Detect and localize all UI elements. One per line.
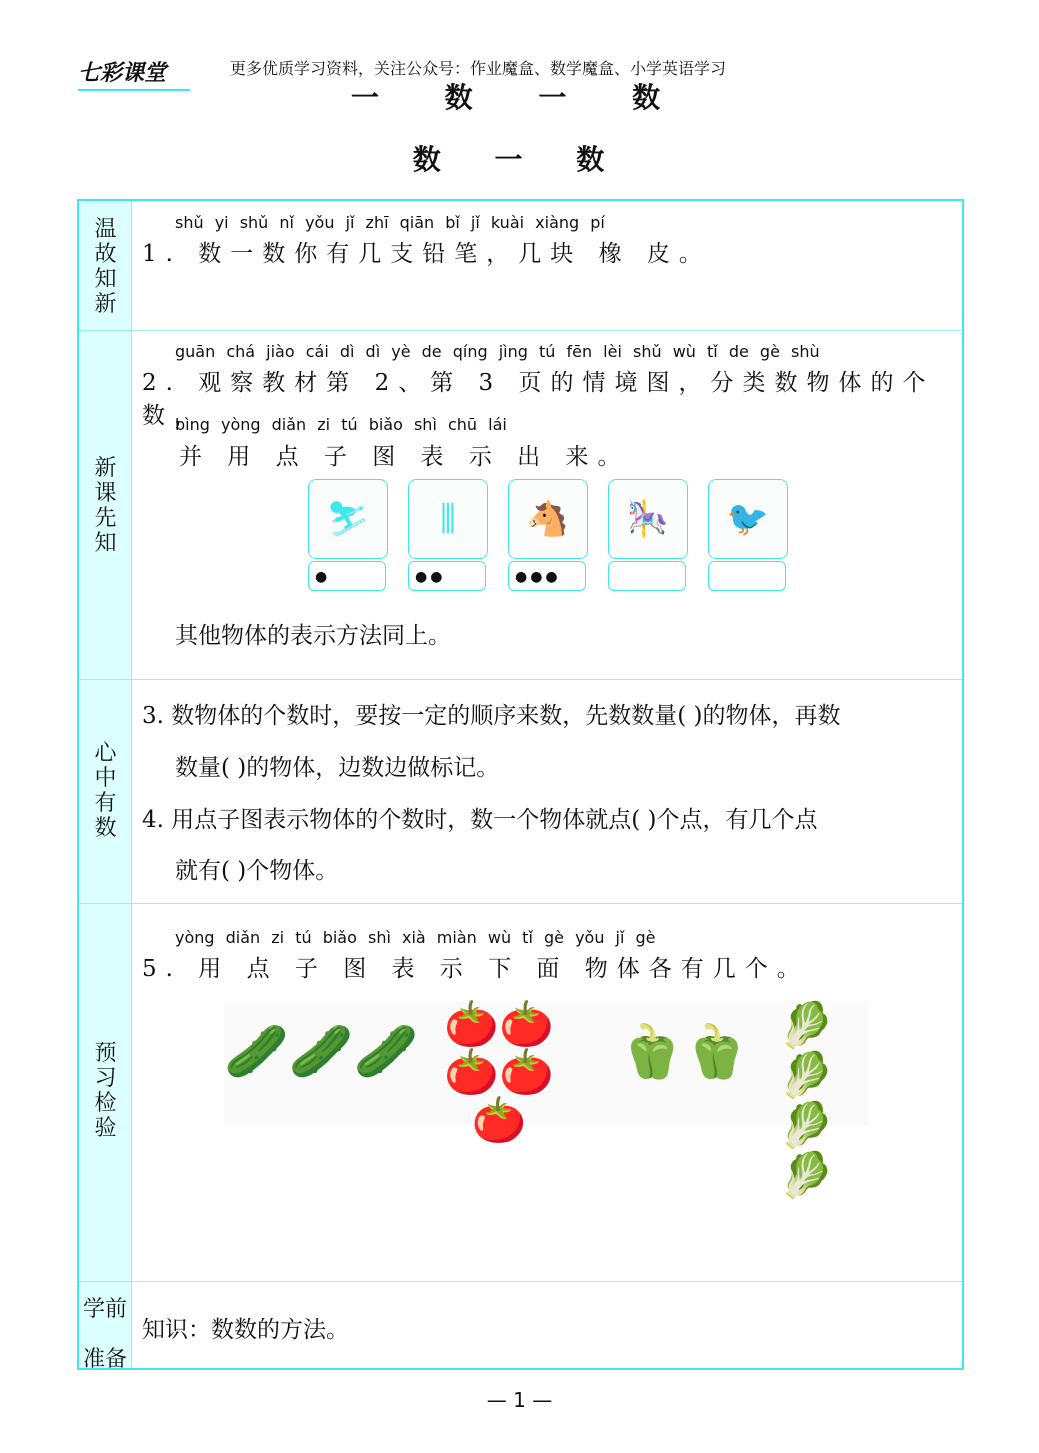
- dot-box[interactable]: [708, 561, 786, 591]
- dot-box[interactable]: [608, 561, 686, 591]
- swing-icon: ⫼: [408, 479, 488, 559]
- q2-pinyin: guān chá jiào cái dì dì yè de qíng jìng tú fēn lèi shǔ wù tǐ de gè shù: [175, 342, 820, 361]
- q3-text: 3. 数物体的个数时，要按一定的顺序来数，先数数量( )的物体，再数: [142, 703, 841, 729]
- tomato-icon: 🍅🍅 🍅🍅🍅: [444, 999, 554, 1146]
- prep-text: 知识：数数的方法。: [142, 1317, 349, 1343]
- chapter-title: 一 数 一 数: [350, 81, 689, 114]
- q3-text-b: 数量( )的物体，边数边做标记。: [175, 755, 500, 781]
- logo: 七彩课堂: [78, 56, 190, 91]
- q5-pinyin: yòng diǎn zi tú biǎo shì xià miàn wù tǐ gè yǒu jǐ gè: [175, 928, 656, 947]
- dot-box[interactable]: ●: [308, 561, 386, 591]
- notice-text: 更多优质学习资料，关注公众号：作业魔盒、数学魔盒、小学英语学习: [230, 59, 727, 78]
- q4-text-b: 就有( )个物体。: [175, 858, 339, 884]
- note-text: 其他物体的表示方法同上。: [175, 623, 451, 649]
- merry-go-round-icon: 🎠: [608, 479, 688, 559]
- section-label: 新课先知: [94, 456, 117, 556]
- dot-box[interactable]: ●●●: [508, 561, 586, 591]
- birds-icon: 🐦: [708, 479, 788, 559]
- q5-text: 5. 用 点 子 图 表 示 下 面 物体各有几个。: [142, 956, 809, 982]
- pepper-icon: 🫑🫑: [619, 1022, 749, 1082]
- section-label: 心中有数: [94, 741, 117, 841]
- radish-icon: 🥬🥬 🥬🥬: [779, 1000, 834, 1201]
- vegetables-picture: [224, 999, 869, 1201]
- cucumber-icon: 🥒🥒🥒: [224, 1022, 419, 1082]
- dot-box[interactable]: ●●: [408, 561, 486, 591]
- q4-text: 4. 用点子图表示物体的个数时，数一个物体就点( )个点，有几个点: [142, 807, 818, 833]
- section-label: 学前准备: [82, 1297, 127, 1372]
- page-number: — 1 —: [486, 1388, 553, 1412]
- q1-text: 1. 数一数你有几支铅笔，几块 橡 皮。: [142, 241, 711, 267]
- section-label: 温故知新: [94, 217, 117, 317]
- worksheet-table: [77, 199, 964, 1370]
- rocking-horse-icon: 🐴: [508, 479, 588, 559]
- slide-icon: ⛷: [308, 479, 388, 559]
- lesson-title: 数 一 数: [412, 143, 627, 176]
- q2-text-b: 并 用 点 子 图 表 示 出 来。: [179, 444, 630, 470]
- section-label: 预习检验: [94, 1041, 117, 1141]
- q2-text: 2. 观察教材第 2、第 3 页的情境图，分类数物体的个数，: [142, 370, 935, 429]
- q2-pinyin-b: bìng yòng diǎn zi tú biǎo shì chū lái: [175, 415, 507, 434]
- q1-pinyin: shǔ yi shǔ nǐ yǒu jǐ zhī qiān bǐ jǐ kuài xiàng pí: [175, 213, 605, 232]
